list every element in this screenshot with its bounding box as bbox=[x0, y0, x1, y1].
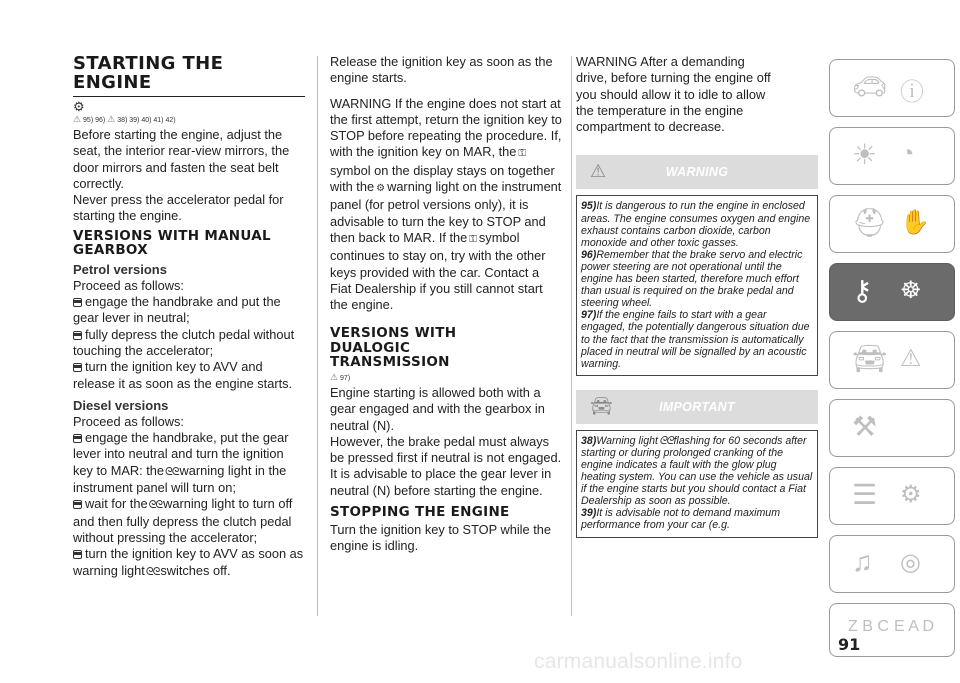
seatbelt-icon: ⛑ bbox=[852, 207, 888, 238]
warning-item: 95)It is dangerous to run the engine in enclosed areas. The engine consumes oxygen and engine exhaust contains carbon dioxide, carbon monoxide and other toxic gasses. bbox=[581, 200, 811, 249]
warning-triangle-icon: ⚠ bbox=[900, 345, 922, 372]
bullet-icon bbox=[73, 363, 82, 372]
important-header: 🚘︎ IMPORTANT bbox=[576, 390, 818, 424]
car-important-icon: 🚘︎ bbox=[590, 395, 613, 416]
warning-light-icon: ☀ bbox=[852, 139, 878, 170]
section-title: STARTING THE ENGINE bbox=[73, 53, 224, 93]
warning-paragraph: WARNING After a demanding drive, before turning the engine off you should allow it to idle to allow the temperature in the engine compartment to decrease. bbox=[576, 54, 771, 135]
warning-refs: 95) 96) bbox=[83, 117, 106, 124]
references: ⚠ 97) bbox=[330, 371, 351, 382]
data-sheet-icon: ☰ bbox=[852, 479, 878, 510]
important-item: 38)Warning lightᘓᘓflashing for 60 seconds after starting or during prolonged cranking of the engine indicates a fault with the glow plug heating system. You can use the vehicle as usual if the engine starts but you should contact a Fiat Dealership as soon as possible. bbox=[581, 434, 813, 508]
column-divider-2 bbox=[571, 56, 572, 616]
petrol-intro: Proceed as follows: bbox=[73, 277, 184, 293]
bullet-item: engage the handbrake and put the gear lever in neutral; bbox=[73, 294, 281, 326]
info-icon: ⓘ bbox=[900, 79, 924, 106]
column-1 bbox=[73, 54, 305, 580]
glow-plug-icon: ᘓᘓ bbox=[658, 434, 673, 447]
page-number: 91 bbox=[838, 635, 861, 654]
engine-icon: ⚙ bbox=[73, 99, 85, 114]
bullet-item: engage the handbrake, put the gear lever into neutral and turn the ignition key to MAR: theᘓᘓwarning light in the instrument panel will turn on; bbox=[73, 430, 289, 496]
glow-plug-icon: ᘓᘓ bbox=[165, 465, 179, 478]
tab-getting-to-know[interactable] bbox=[829, 59, 955, 117]
manual-gearbox-heading: VERSIONS WITH MANUAL GEARBOX bbox=[73, 227, 271, 259]
watermark: carmanualsonline.info bbox=[534, 650, 743, 673]
column-divider-1 bbox=[317, 56, 318, 616]
glow-plug-icon: ᘓᘓ bbox=[145, 565, 160, 578]
warning-item: 97)If the engine fails to start with a gear engaged, the potentially dangerous situation due to the fact that the transmission is automatically placed in neutral will be signalled by an acoustic warning. bbox=[581, 309, 810, 370]
paragraph: However, the brake pedal must always be pressed first if neutral is not engaged. It is advisable to place the gear lever in neutral (N) before starting the engine. bbox=[330, 433, 562, 498]
warning-triangle-icon: ⚠ bbox=[73, 114, 82, 124]
intro-paragraph: Before starting the engine, adjust the seat, the interior rear-view mirrors, the door mirrors and fasten the seat belt correctly. bbox=[73, 127, 290, 191]
airbag-icon: ✋ bbox=[900, 209, 930, 236]
signal-icon: ◎ bbox=[900, 549, 921, 576]
warning-triangle-icon: ⚠ bbox=[590, 161, 607, 182]
tab-instrument-panel[interactable] bbox=[829, 127, 955, 185]
bullet-icon bbox=[73, 434, 82, 443]
key-icon: ⚷ bbox=[852, 275, 873, 306]
tab-technical-data[interactable] bbox=[829, 467, 955, 525]
warning-paragraph: WARNING If the engine does not start at the first attempt, return the ignition key to STOP before repeating the procedure. If, with the ignition key on MAR, the ⚿symbol on the display stays on together with the ⚙ warning light on the instrument panel (for petrol versions only), it is advisable to turn the key to STOP and then back to MAR. If the ⚿ symbol continues to stay on, try with the other keys provided with the car. Contact a Fiat Dealership if you still cannot start the engine. bbox=[330, 95, 562, 313]
tab-emergency[interactable] bbox=[829, 331, 955, 389]
warning-triangle-icon: ⚠ bbox=[330, 371, 339, 382]
caution-triangle-icon: ⚠ bbox=[107, 114, 116, 124]
car-key-icon: ⚿ bbox=[518, 148, 526, 160]
paragraph: Release the ignition key as soon as the engine starts. bbox=[330, 54, 553, 86]
petrol-heading: Petrol versions bbox=[73, 261, 167, 277]
important-refs: 38) 39) 40) 41) 42) bbox=[117, 117, 176, 124]
warning-header: ⚠ WARNING bbox=[576, 155, 818, 189]
car-key-icon: ⚿ bbox=[469, 233, 477, 245]
intro-paragraph-2: Never press the accelerator pedal for starting the engine. bbox=[73, 192, 284, 224]
tab-servicing[interactable] bbox=[829, 399, 955, 457]
references bbox=[73, 114, 305, 126]
important-item: 39)It is advisable not to demand maximum performance from your car (e.g. bbox=[581, 507, 781, 532]
paragraph: Turn the ignition key to STOP while the engine is idling. bbox=[330, 521, 551, 553]
diesel-intro: Proceed as follows: bbox=[73, 413, 184, 429]
paragraph: Engine starting is allowed both with a gear engaged and with the gearbox in neutral (N). bbox=[330, 384, 545, 433]
bullet-icon bbox=[73, 331, 82, 340]
stopping-heading: STOPPING THE ENGINE bbox=[330, 504, 510, 521]
warning-item: 96)Remember that the brake servo and electric power steering are not operational until the engine has been started, therefore much effort than usual is required on the brake pedal and steering wheel. bbox=[581, 248, 803, 310]
steering-wheel-icon: ☸ bbox=[900, 277, 922, 304]
bullet-item: turn the ignition key to AVV and release it as soon as the engine starts. bbox=[73, 359, 293, 391]
index-letters-icon: Z B C bbox=[848, 618, 889, 635]
title-underline bbox=[73, 96, 305, 97]
diesel-heading: Diesel versions bbox=[73, 397, 169, 413]
bullet-icon bbox=[73, 500, 82, 509]
tab-safety[interactable] bbox=[829, 195, 955, 253]
dualogic-heading: VERSIONS WITH DUALOGIC TRANSMISSION bbox=[330, 325, 457, 371]
bullet-item: fully depress the clutch pedal without touching the accelerator; bbox=[73, 326, 295, 358]
index-letters-icon-2: E A D bbox=[894, 618, 935, 635]
bullet-item: wait for theᘓᘓwarning light to turn off and then fully depress the clutch pedal without pressing the accelerator; bbox=[73, 496, 293, 545]
column-2 bbox=[330, 54, 562, 554]
bullet-item: turn the ignition key to AVV as soon as warning lightᘓᘓswitches off. bbox=[73, 546, 305, 580]
gauge-icon: ◔ bbox=[900, 140, 915, 167]
emergency-car-icon: 🚘︎ bbox=[852, 343, 888, 374]
warning-box bbox=[576, 195, 818, 375]
tab-starting-driving[interactable] bbox=[829, 263, 955, 321]
music-icon: ♫ bbox=[852, 546, 873, 577]
bullet-icon bbox=[73, 550, 82, 559]
gear-icon: ⚙ bbox=[900, 481, 922, 508]
bullet-icon bbox=[73, 298, 82, 307]
important-box bbox=[576, 430, 818, 538]
lift-icon: ⚒ bbox=[852, 411, 878, 442]
tab-multimedia[interactable] bbox=[829, 535, 955, 593]
car-icon: 🚗︎ bbox=[852, 71, 888, 102]
column-3 bbox=[576, 54, 818, 538]
chapter-tabs bbox=[829, 59, 957, 667]
engine-warning-icon: ⚙ bbox=[376, 183, 386, 195]
glow-plug-icon: ᘓᘓ bbox=[148, 499, 163, 512]
